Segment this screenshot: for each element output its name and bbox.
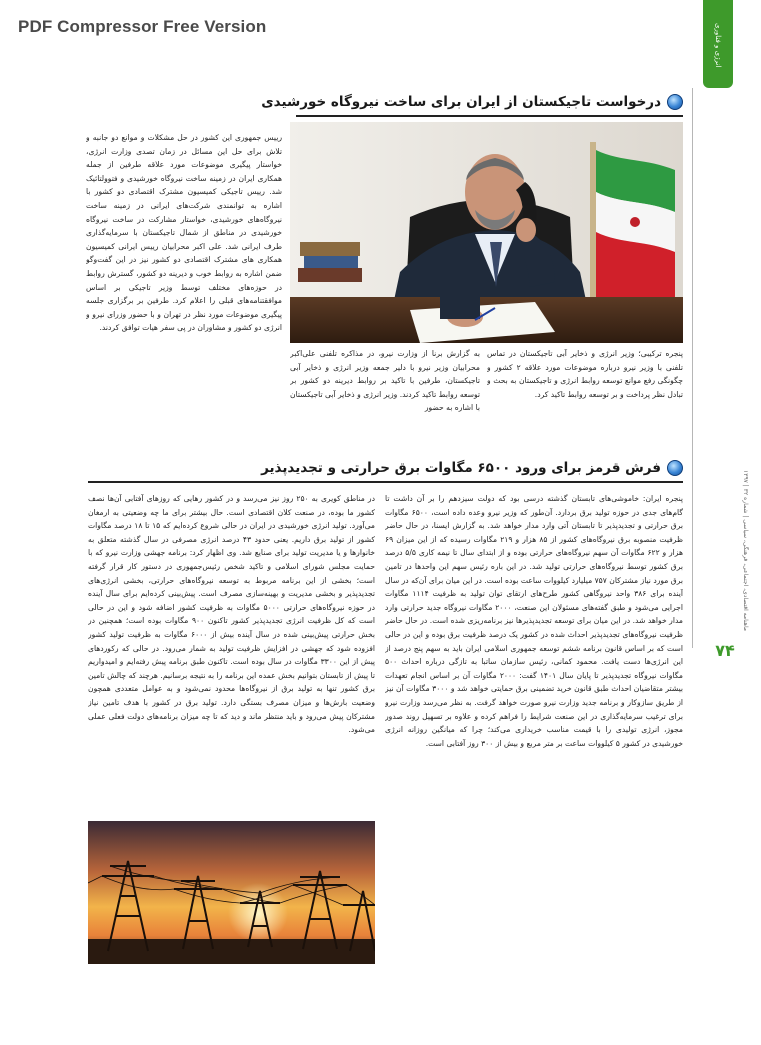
power-lines-sunset-photo: [88, 821, 375, 964]
minister-photo-illustration: [290, 122, 683, 343]
article1-headline-text: درخواست تاجیکستان از ایران برای ساخت نیروگاه خورشیدی: [261, 94, 661, 110]
section-tab-label: انرژی و فناوری: [714, 22, 722, 68]
article1-caption-right: پنجره ترکیبی؛ وزیر انرژی و ذخایر آبی تاجیکستان در تماس تلفنی با وزیر نیرو درباره موضوعات مورد علاقه ۲ کشور و چگونگی رفع موانع توسعه روابط انرژی و تاجیکستان به بحث و تبادل نظر پرداخت و بر توسعه روابط تاکید کرد.: [487, 349, 683, 399]
article2-column-left: در مناطق کویری به ۲۵۰ روز نیز می‌رسد و در کشور رهایی که روزهای آفتابی آن‌ها نصف کشور ما بوده، در صنعت کلان اقتصادی است. حال بیشتر برای ما چه وضعیتی به ارمغان می‌آورد. تولید انرژی خورشیدی در ایران در حالی شروع کرده‌ایم که ۱۵ تا ۱۸ درصد مگاوات کشور از تولید برق داریم. یعنی حدود ۴۳ درصد انرژی مصرفی در سال گذشته متعلق به خانوارها و یا مدیریت تولید برای صنایع شد. وی اظهار کرد: برنامه جهشی وزارت نیرو که با حمایت مجلس شورای اسلامی و تاکید شخص رئیس‌جمهوری در دستور کار قرار گرفته است؛ بخشی از این برنامه مربوط به توسعه نیروگاه‌های حرارتی، بخشی انرژی‌های تجدیدپذیر و بخشی مدیریت و بهینه‌سازی مصرف است. پیش‌بینی کرده‌ایم برای سال آینده در حوزه نیروگاه‌های حرارتی ۵۰۰۰ مگاوات به ظرفیت کشور اضافه شود و این در حالی است که کل ظرفیت انرژی تجدیدپذیر کشور تاکنون ۹۰۰ مگاوات بوده است؛ همچنین در بخش حرارتی پیش‌بینی شده در سال آینده بیش از ۶۰۰۰ مگاوات به ظرفیت تولید کشور افزوده شود که جهشی در افزایش ظرفیت تولید به شمار می‌رود. در حالی که رکوردهای پیش از این ۳۳۰۰ مگاوات در سال بوده است. تاکنون طبق برنامه پیش رفته‌ایم و امیدواریم تا پیش از تابستان بتوانیم بخش عمده این برنامه را به نتیجه برسانیم. هرچند که چالش تامین برق کشور تنها به تولید برق از نیروگاه‌ها محدود نمی‌شود و به عوامل متعددی همچون وضعیت بارش‌ها و میزان مصرف بستگی دارد. تولید برق در کشور با هدف تامین نیاز مشترکان پیش می‌رود و باید منتظر ماند و دید که تا چه میزان برنامه‌های دولت فعلی عملی می‌شود.: [88, 494, 375, 735]
article2-headline-rule: [88, 481, 683, 483]
section-tab: [703, 0, 733, 88]
globe-bullet-icon: [667, 94, 683, 110]
globe-bullet-icon: [667, 460, 683, 476]
article1-headline-rule: [296, 115, 683, 117]
watermark-text: PDF Compressor Free Version: [18, 17, 267, 36]
article1-column-right: رییس جمهوری این کشور در حل مشکلات و موانع دو جانبه و تلاش برای حل این مسائل در زمان تصدی وزارت انرژی، خواستار پیگیری موضوعات مورد علاقه طرفین از جمله همکاری ایران در زمینه ساخت نیروگاه خورشیدی و فتوولتائیک شد. رییس تاجیکی کمیسیون مشترک اقتصادی دو کشور با اشاره به توانمندی شرکت‌های ایرانی در زمینه ساخت نیروگاه‌های خورشیدی، خواستار مشارکت در ساخت نیروگاه خورشیدی در مناطق از شمال تاجیکستان با سرمایه‌گذاری طرف ایرانی شد. علی اکبر محرابیان رییس ایرانی کمیسیون همکاری های مشترک اقتصادی دو کشور نیز در این گفت‌وگو ضمن اشاره به روابط خوب و دیرینه دو کشور، گسترش روابط در حوزه‌های مختلف توسط وزیر تاجیکی بر اساس موافقتنامه‌های قبلی را اعلام کرد. طرفین بر برگزاری جلسه پیگیری موضوعات مورد نظر در تهران و با حضور وزرای نیرو و انرژی دو کشور و مشاوران در پی سفر هیات توافق کردند.: [86, 133, 282, 333]
article2-column-right: پنجره ایران: خاموشی‌های تابستان گذشته درسی بود که دولت سیزدهم را بر آن داشت تا گام‌های جدی در حوزه تولید برق بردارد. آن‌طور که وزیر نیرو وعده داده است، ۶۵۰۰ مگاوات برق حرارتی و تجدیدپذیر تا تابستان آتی وارد مدار خواهد شد. به گزارش ایسنا، در حال حاضر ظرفیت منصوبه برق نیروگاه‌های کشور از ۸۵ هزار و ۲۱۹ مگاوات رسیده که از این میزان ۶۹ هزار و ۶۲۲ مگاوات آن سهم نیروگاه‌های حرارتی بوده و از ابتدای سال تا نیمه کاری ۵/۵ درصد برق کشور توسط نیروگاه‌های حرارتی تولید شد. در این باره رئیس سهم این واحدها در تامین برق مورد نیاز مشترکان ۷۵۷ میلیارد کیلووات ساعت بوده است. در این میان برای آن‌که در سال آینده برای ۳۸۶ واحد نیروگاهی کشور طرح‌های ارتقای توان تولید به ظرفیت ۱۱۱۴ مگاوات اجرایی می‌شود و طبق گفته‌های مسئولان این صنعت، ۲۰۰۰ مگاوات نیروگاه جدید حرارتی وارد مدار خواهد شد. در این میان برای توسعه تجدیدپذیرها نیز برنامه‌ریزی شده است. در حال حاضر ظرفیت نیروگاه‌های تجدیدپذیر احداث شده در کشور یک درصد ظرفیت برق بوده و این در حالی است که بر اساس قانون برنامه ششم توسعه جمهوری اسلامی ایران باید به سهم پنج درصد از این انرژی‌ها دست یافت. محمود کمانی، رئیس سازمان ساتبا به تازگی درباره احداث ۵۰۰ مگاوات نیروگاه تجدیدپذیر تا پایان سال ۱۴۰۱ گفت: ۲۰۰۰ مگاوات آن بر اساس انجام تعهدات بیشتر متقاضیان احداث طبق قانون خرید تضمینی برق حمایتی خواهد شد و ۳۰۰۰ مگاوات آن نیز از طریق سازوکار و برنامه جدید وزارت نیرو صورت خواهد گرفت. به نظر می‌رسد وزارت نیرو برای ترغیب سرمایه‌گذاری در این صنعت شرایط را فراهم کرده و علاوه بر تسهیل روند صدور مجوز، انرژی تولیدی را با قیمت مناسب خریداری می‌کند؛ چرا که میانگین روزانه انرژی خورشیدی در کشور ۵ کیلووات ساعت بر متر مربع و بیش از ۳۰۰ روز آفتابی است.: [385, 494, 683, 748]
article1-caption-left: به گزارش برنا از وزارت نیرو، در مذاکره تلفنی علی‌اکبر محرابیان وزیر نیرو با دلیر جمعه وزیر انرژی و ذخایر آبی تاجیکستان، طرفین با تاکید بر روابط دیرینه دو کشور بر توسعه روابط تاکید کردند. وزیر انرژی و ذخایر آبی تاجیکستان با اشاره به حضور: [290, 349, 480, 413]
issue-info: ماهنامه اقتصادی، اجتماعی، فرهنگی، سیاسی | شماره ۳۲ | ۱۳۹۷: [742, 470, 749, 631]
margin-divider: [692, 88, 693, 648]
article2-headline-text: فرش قرمز برای ورود ۶۵۰۰ مگاوات برق حرارتی و تجدیدپذیر: [261, 460, 661, 476]
power-lines-illustration: [88, 821, 375, 964]
page-number: ۷۴: [715, 641, 735, 660]
article1-headline: [261, 94, 683, 110]
article2-headline: [261, 460, 683, 476]
minister-phone-photo: [290, 122, 683, 343]
